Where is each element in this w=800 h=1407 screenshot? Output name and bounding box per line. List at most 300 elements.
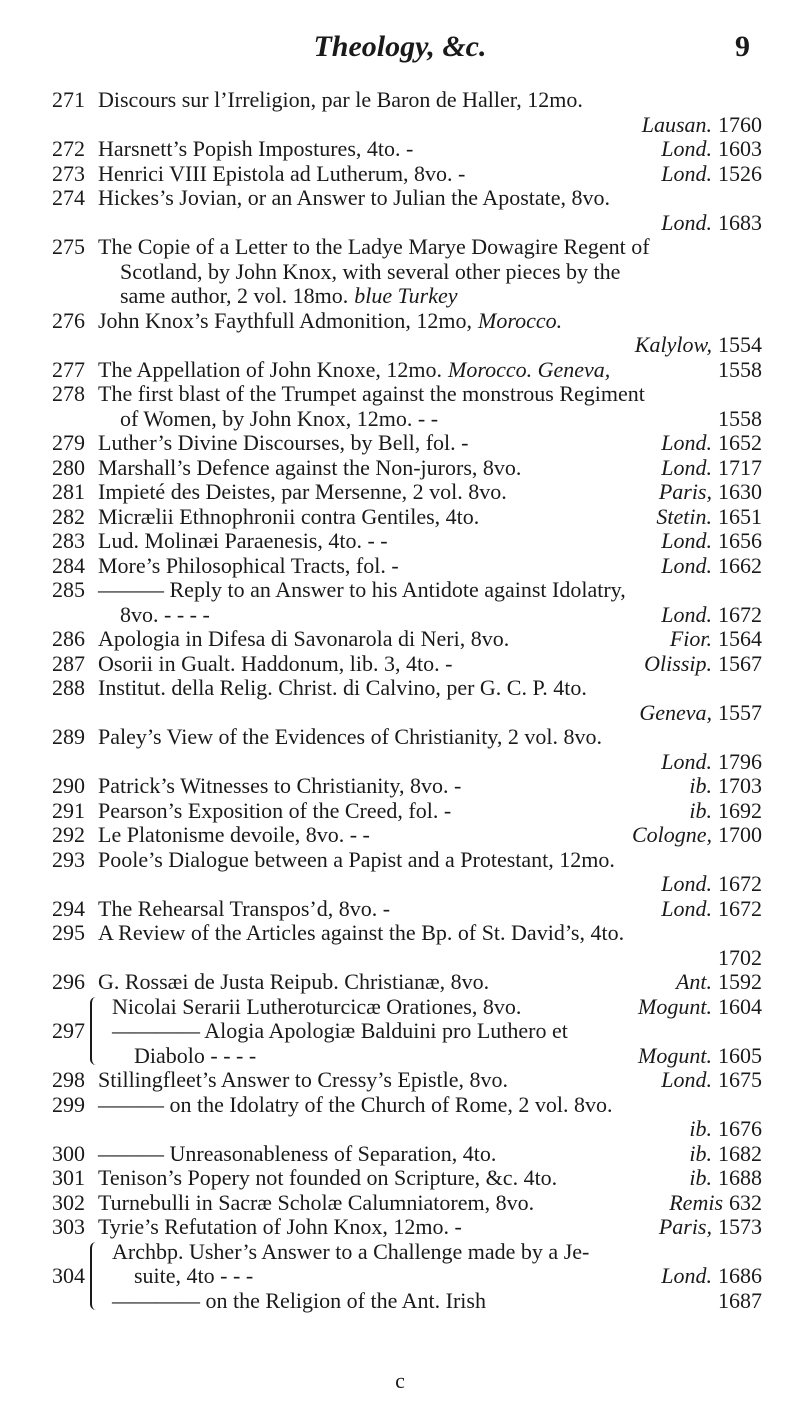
imprint [661, 456, 762, 481]
entry-body [98, 725, 762, 774]
imprint [644, 652, 762, 677]
imprint-year: 1651 [718, 503, 762, 529]
entry-body [98, 554, 762, 579]
imprint [659, 1215, 762, 1240]
entry-line [98, 480, 762, 505]
imprint-place: Lond. [661, 430, 712, 455]
entry-number: 301 [52, 1165, 85, 1190]
entry-body [98, 505, 762, 530]
entry-number: 296 [52, 969, 85, 994]
imprint [712, 1289, 762, 1314]
entry-line [98, 823, 762, 848]
entry-number: 278 [52, 381, 85, 406]
brace-mark [90, 1242, 100, 1310]
entry-title: A Review of the Articles against the Bp. of St. David’s, 4to. [98, 920, 625, 945]
entry-line [98, 211, 762, 236]
entry-body [98, 162, 762, 187]
imprint-place: Lond. [661, 1263, 712, 1288]
entry-title: Tenison’s Popery not founded on Scripture, &c. 4to. [98, 1165, 558, 1190]
imprint-year: 1675 [718, 1067, 762, 1092]
catalogue-entry [0, 309, 800, 358]
imprint [712, 945, 762, 970]
catalogue-entry [0, 1215, 800, 1240]
imprint-year: 1567 [718, 650, 762, 676]
imprint-year: 1558 [718, 405, 762, 431]
entry-title: The Copie of a Letter to the Ladye Marye Dowagire Regent of [98, 234, 650, 259]
entry-body [98, 1166, 762, 1191]
entry-text-group [120, 603, 210, 628]
catalogue-entry [0, 652, 800, 677]
imprint [632, 823, 762, 848]
imprint-place: Cologne, [631, 822, 712, 847]
imprint-year: 1686 [718, 1263, 762, 1288]
imprint-year: 1605 [718, 1042, 762, 1068]
entry-text-group [98, 652, 452, 677]
entry-body [98, 578, 762, 627]
imprint [661, 431, 762, 456]
entry-line [112, 1289, 762, 1314]
imprint [661, 749, 762, 774]
entry-number: 273 [52, 160, 85, 186]
entry-line [98, 407, 762, 432]
entry-title: Pearson’s Exposition of the Creed, fol. - [98, 797, 452, 823]
entry-line [98, 284, 762, 309]
entry-number: 302 [52, 1189, 85, 1215]
entry-line [98, 137, 762, 162]
entry-body [98, 921, 762, 970]
imprint-year: 1652 [718, 430, 762, 455]
entry-text-group [98, 1092, 612, 1117]
entry-line [98, 799, 762, 824]
entry-number: 298 [52, 1067, 85, 1092]
entry-line [98, 456, 762, 481]
entry-number: 293 [52, 846, 85, 872]
entry-line [98, 1215, 762, 1240]
imprint [712, 358, 762, 383]
entry-line [98, 186, 762, 211]
catalogue-entry [0, 358, 800, 383]
entry-line [98, 652, 762, 677]
catalogue-entry [0, 1240, 800, 1314]
entry-body [98, 823, 762, 848]
page-header [0, 30, 800, 74]
imprint-year: 1683 [718, 209, 762, 235]
imprint [661, 1068, 762, 1093]
catalogue-list [0, 88, 800, 1313]
catalogue-entry [0, 799, 800, 824]
entry-title: Archbp. Usher’s Answer to a Challenge made by a Je- [112, 1238, 590, 1264]
entry-number: 299 [52, 1091, 85, 1117]
imprint [661, 897, 762, 922]
entry-text-group [134, 1044, 256, 1069]
entry-line [98, 872, 762, 897]
entry-text-group [98, 137, 413, 162]
entry-line [98, 162, 762, 187]
entry-number: 271 [52, 87, 85, 112]
entry-line [98, 946, 762, 971]
entry-text-group [98, 774, 461, 799]
entry-body [98, 88, 762, 137]
entry-body [98, 1068, 762, 1093]
entry-text-group [98, 87, 583, 112]
entry-line [112, 1264, 762, 1289]
entry-number: 281 [52, 479, 85, 504]
imprint-place: Mogunt. [638, 1042, 712, 1068]
catalogue-entry [0, 431, 800, 456]
entry-text-group [98, 480, 507, 505]
entry-body [98, 1215, 762, 1240]
entry-line [98, 701, 762, 726]
imprint-place: Lond. [661, 552, 712, 578]
entry-title: ——— Reply to an Answer to his Antidote against Idolatry, [98, 577, 626, 602]
imprint [661, 554, 762, 579]
entry-text-group [98, 308, 562, 333]
entry-number: 280 [52, 454, 85, 480]
entry-binding-note: Morocco. Geneva, [448, 356, 611, 382]
catalogue-entry [0, 456, 800, 481]
entry-line [98, 1068, 762, 1093]
imprint-year: 1656 [718, 528, 762, 553]
entry-body [112, 1240, 762, 1314]
entry-line [98, 88, 762, 113]
entry-body [98, 1093, 762, 1142]
imprint-year: 1676 [718, 1116, 762, 1141]
entry-line [98, 921, 762, 946]
imprint-place: ib. [689, 1140, 712, 1166]
entry-text-group [98, 381, 645, 406]
entry-title: of Women, by John Knox, 12mo. - - [120, 405, 439, 431]
entry-text-group [98, 185, 610, 210]
imprint [689, 799, 762, 824]
entry-body [98, 627, 762, 652]
imprint-year: 1630 [718, 479, 762, 504]
entry-line [98, 578, 762, 603]
imprint-place: Paris, [658, 479, 712, 504]
entry-title: Scotland, by John Knox, with several other pieces by the [120, 258, 621, 284]
entry-text-group [98, 847, 615, 872]
entry-text-group [98, 456, 521, 481]
entry-body [98, 799, 762, 824]
entry-title: The Rehearsal Transpos’d, 8vo. - [98, 895, 391, 921]
entry-number: 272 [52, 136, 85, 161]
entry-text-group [98, 970, 489, 995]
imprint-year: 1702 [718, 944, 762, 970]
catalogue-entry [0, 480, 800, 505]
catalogue-entry [0, 1191, 800, 1216]
entry-line [98, 897, 762, 922]
imprint-place: Lausan. [641, 111, 712, 137]
imprint-place: Lond. [661, 748, 712, 774]
entry-title: More’s Philosophical Tracts, fol. - [98, 552, 399, 578]
catalogue-entry [0, 676, 800, 725]
entry-line [98, 1166, 762, 1191]
entry-line [98, 676, 762, 701]
entry-text-group [112, 1239, 589, 1264]
imprint-place: Lond. [661, 601, 712, 627]
entry-line [112, 995, 762, 1020]
entry-title: Discours sur l’Irreligion, par le Baron de Haller, 12mo. [98, 87, 583, 112]
entry-text-group [98, 897, 390, 922]
entry-text-group [98, 627, 509, 652]
entry-title: Nicolai Serarii Lutheroturcicæ Orationes, 8vo. [112, 993, 522, 1019]
catalogue-entry [0, 848, 800, 897]
entry-title: Turnebulli in Sacræ Scholæ Calumniatorem, 8vo. [98, 1189, 535, 1215]
entry-title: The first blast of the Trumpet against the monstrous Regiment [98, 381, 645, 406]
catalogue-entry [0, 554, 800, 579]
imprint-place: Stetin. [656, 503, 712, 529]
imprint-place: Olissip. [644, 650, 712, 676]
imprint-year: 1760 [718, 111, 762, 137]
imprint-place: Lond. [661, 528, 712, 553]
entry-title: ——— on the Idolatry of the Church of Rome, 2 vol. 8vo. [98, 1091, 613, 1117]
entry-line [98, 970, 762, 995]
entry-body [112, 995, 762, 1069]
catalogue-entry [0, 505, 800, 530]
entry-body [98, 456, 762, 481]
entry-binding-note: blue Turkey [354, 283, 458, 308]
entry-body [98, 848, 762, 897]
imprint-place: Remis [669, 1189, 723, 1215]
entry-line [98, 1093, 762, 1118]
imprint-place: Lond. [661, 136, 712, 161]
entry-body [98, 897, 762, 922]
imprint-place: ib. [689, 1116, 712, 1141]
entry-text-group [98, 1191, 534, 1216]
imprint [670, 627, 762, 652]
imprint-year: 1573 [718, 1214, 762, 1239]
imprint-place: Ant. [675, 969, 712, 994]
entry-body [98, 1191, 762, 1216]
entry-line [98, 725, 762, 750]
entry-title: Lud. Molinæi Paraenesis, 4to. - - [98, 528, 388, 553]
imprint-year: 1692 [718, 797, 762, 823]
entry-number: 287 [52, 650, 85, 676]
entry-body [98, 431, 762, 456]
imprint-year: 1682 [718, 1140, 762, 1166]
entry-number: 285 [52, 577, 85, 602]
entry-body [98, 358, 762, 383]
entry-title: Apologia in Difesa di Savonarola di Neri, 8vo. [98, 626, 510, 651]
catalogue-entry [0, 529, 800, 554]
entry-text-group [98, 920, 624, 945]
entry-title: 8vo. - - - - [120, 601, 210, 627]
entry-line [98, 431, 762, 456]
entry-title: G. Rossæi de Justa Reipub. Christianæ, 8vo. [98, 969, 490, 994]
entry-text-group [98, 431, 468, 456]
imprint-place: Lond. [661, 209, 712, 235]
entry-title: John Knox’s Faythfull Admonition, 12mo, [98, 307, 473, 333]
entry-number: 294 [52, 895, 85, 921]
entry-body [98, 309, 762, 358]
entry-title: suite, 4to - - - [134, 1263, 254, 1288]
entry-title: Harsnett’s Popish Impostures, 4to. - [98, 136, 414, 161]
entry-title: Tyrie’s Refutation of John Knox, 12mo. - [98, 1214, 462, 1239]
brace-mark [90, 997, 100, 1065]
entry-title: same author, 2 vol. 18mo. [120, 283, 349, 308]
entry-number: 275 [52, 234, 85, 259]
imprint [661, 603, 762, 628]
entry-number: 304 [52, 1262, 85, 1288]
entry-number: 290 [52, 773, 85, 798]
entry-body [98, 676, 762, 725]
entry-text-group [98, 675, 587, 700]
entry-line [112, 1019, 762, 1044]
entry-body [98, 774, 762, 799]
entry-number: 288 [52, 675, 85, 700]
entry-line [98, 358, 762, 383]
entry-line [98, 627, 762, 652]
imprint-year: 1796 [718, 748, 762, 774]
entry-body [98, 529, 762, 554]
imprint-year: 1554 [718, 332, 762, 357]
entry-text-group [120, 283, 458, 308]
entry-title: Paley’s View of the Evidences of Christianity, 2 vol. 8vo. [98, 724, 602, 749]
entry-number: 286 [52, 626, 85, 651]
signature-mark: c [395, 1368, 405, 1393]
imprint [656, 505, 762, 530]
entry-number: 276 [52, 307, 85, 333]
catalogue-entry [0, 382, 800, 431]
entry-line [98, 333, 762, 358]
entry-text-group [98, 823, 370, 848]
imprint-year: 1604 [718, 993, 762, 1019]
entry-body [98, 186, 762, 235]
entry-number: 291 [52, 797, 85, 823]
imprint-place: Kalylow, [634, 332, 712, 357]
catalogue-entry [0, 88, 800, 137]
entry-number: 297 [52, 1017, 85, 1043]
catalogue-entry [0, 921, 800, 970]
entry-body [98, 235, 762, 309]
imprint [638, 995, 762, 1020]
catalogue-entry [0, 162, 800, 187]
entry-title: Luther’s Divine Discourses, by Bell, fol. - [98, 430, 469, 455]
imprint-place: Lond. [661, 1067, 712, 1092]
catalogue-entry [0, 995, 800, 1069]
catalogue-entry [0, 725, 800, 774]
imprint-place: Lond. [661, 871, 712, 896]
entry-number: 303 [52, 1214, 85, 1239]
entry-title: Henrici VIII Epistola ad Lutherum, 8vo. - [98, 160, 466, 186]
entry-text-group [98, 724, 602, 749]
entry-number: 282 [52, 503, 85, 529]
entry-body [98, 970, 762, 995]
entry-title: Diabolo - - - - [134, 1042, 257, 1068]
imprint-year: 1558 [718, 356, 762, 382]
entry-body [98, 382, 762, 431]
entry-title: Institut. della Relig. Christ. di Calvino, per G. C. P. 4to. [98, 675, 587, 700]
imprint-place: Geneva, [639, 699, 712, 725]
imprint-year: 1557 [718, 699, 762, 725]
entry-text-group [98, 162, 465, 187]
imprint [669, 1191, 762, 1216]
entry-title: Impieté des Deistes, par Mersenne, 2 vol. 8vo. [98, 479, 507, 504]
entry-line [98, 1191, 762, 1216]
entry-title: ——— Unreasonableness of Separation, 4to. [98, 1140, 497, 1166]
imprint-place: ib. [689, 1165, 712, 1190]
imprint [638, 1044, 762, 1069]
entry-text-group [98, 1142, 496, 1167]
imprint [642, 112, 762, 137]
imprint [661, 871, 762, 896]
entry-line [98, 529, 762, 554]
imprint-year: 1703 [718, 773, 762, 798]
entry-number: 292 [52, 822, 85, 847]
entry-number: 283 [52, 528, 85, 553]
entry-body [98, 1142, 762, 1167]
imprint-year: 1700 [718, 822, 762, 847]
imprint [661, 137, 762, 162]
imprint-place: Lond. [661, 160, 712, 186]
imprint [661, 529, 762, 554]
entry-text-group [98, 234, 650, 259]
entry-number: 295 [52, 920, 85, 945]
imprint-year: 1688 [718, 1165, 762, 1190]
imprint-place: Lond. [661, 454, 712, 480]
entry-title: Marshall’s Defence against the Non-jurors, 8vo. [98, 454, 522, 480]
entry-line [98, 113, 762, 138]
entry-line [98, 1117, 762, 1142]
entry-number: 289 [52, 724, 85, 749]
entry-line [98, 848, 762, 873]
entry-title: Hickes’s Jovian, or an Answer to Julian the Apostate, 8vo. [98, 185, 611, 210]
entry-line [98, 1142, 762, 1167]
imprint [635, 332, 762, 357]
catalogue-entry [0, 1068, 800, 1093]
entry-line [98, 554, 762, 579]
imprint-place: Mogunt. [638, 993, 712, 1019]
entry-line [98, 382, 762, 407]
entry-text-group [98, 577, 626, 602]
imprint [689, 1116, 762, 1141]
imprint-year: 1672 [718, 871, 762, 896]
imprint [676, 970, 762, 995]
imprint-year: 1564 [718, 626, 762, 651]
entry-line [98, 603, 762, 628]
entry-line [98, 505, 762, 530]
entry-title: Le Platonisme devoile, 8vo. - - [98, 822, 370, 847]
entry-number: 279 [52, 430, 85, 455]
imprint-place: ib. [689, 773, 712, 798]
catalogue-entry [0, 1166, 800, 1191]
catalogue-entry [0, 774, 800, 799]
entry-binding-note: Morocco. [478, 307, 563, 333]
imprint-year: 632 [729, 1189, 762, 1215]
entry-number: 277 [52, 356, 85, 382]
entry-text-group [112, 995, 521, 1020]
imprint [661, 1264, 762, 1289]
imprint-year: 1717 [718, 454, 762, 480]
entry-line [98, 260, 762, 285]
entry-title: ———— on the Religion of the Ant. Irish [112, 1287, 486, 1313]
imprint-year: 1672 [718, 601, 762, 627]
imprint [689, 1166, 762, 1191]
entry-title: Micrælii Ethnophronii contra Gentiles, 4to. [98, 503, 480, 529]
entry-text-group [98, 505, 479, 530]
page-number: 9 [735, 30, 750, 63]
entry-text-group [134, 1264, 253, 1289]
imprint [661, 162, 762, 187]
imprint-place: Fior. [669, 626, 712, 651]
entry-body [98, 652, 762, 677]
entry-text-group [98, 554, 399, 579]
imprint-place: Lond. [661, 895, 712, 921]
entry-text-group [98, 1068, 508, 1093]
imprint [661, 210, 762, 235]
imprint [689, 774, 762, 799]
entry-text-group [98, 1166, 557, 1191]
entry-text-group [98, 529, 388, 554]
